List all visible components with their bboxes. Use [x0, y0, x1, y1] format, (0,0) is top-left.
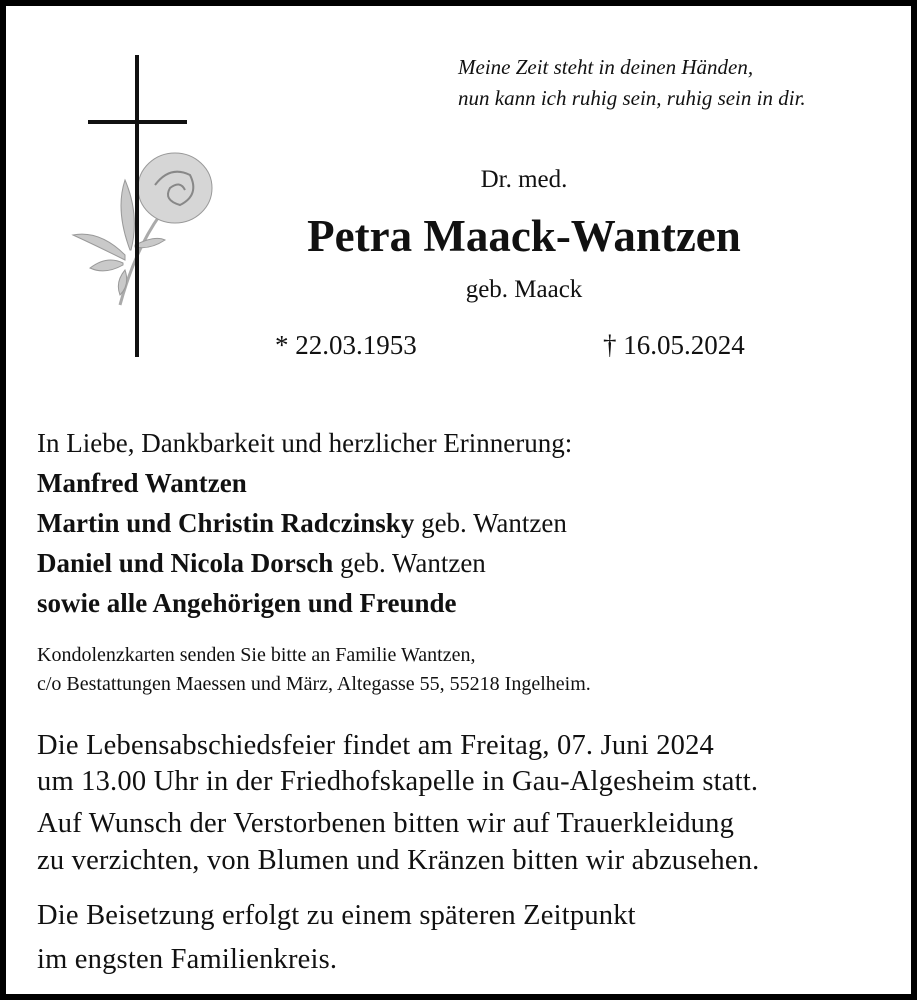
- cross-horizontal: [88, 120, 187, 124]
- quote-line-2: nun kann ich ruhig sein, ruhig sein in dir.: [458, 86, 806, 110]
- birth-date: * 22.03.1953: [275, 330, 417, 360]
- cross-vertical: [135, 55, 139, 357]
- academic-title: Dr. med.: [480, 166, 568, 193]
- condolence-line-1: Kondolenzkarten senden Sie bitte an Familie Wantzen,: [37, 644, 476, 666]
- ceremony-line-3: Auf Wunsch der Verstorbenen bitten wir auf Trauerkleidung: [37, 808, 735, 839]
- death-date: † 16.05.2024: [603, 330, 745, 360]
- mourner-2: [37, 508, 567, 539]
- burial-line-2: im engsten Familienkreis.: [37, 944, 338, 975]
- mourner-2-names: Martin und Christin Radczinsky: [37, 508, 415, 538]
- deceased-name: Petra Maack-Wantzen: [307, 211, 741, 261]
- condolence-line-2: c/o Bestattungen Maessen und März, Altegasse 55, 55218 Ingelheim.: [37, 673, 591, 695]
- ceremony-line-2: um 13.00 Uhr in der Friedhofskapelle in Gau-Algesheim statt.: [37, 766, 759, 797]
- mourner-3: [37, 548, 486, 579]
- cross-with-rose-icon: [65, 50, 225, 360]
- mourner-3-names: Daniel und Nicola Dorsch: [37, 548, 334, 578]
- maiden-name: geb. Maack: [465, 276, 583, 303]
- mourner-2-maiden: geb. Wantzen: [414, 508, 567, 538]
- quote-line-1: Meine Zeit steht in deinen Händen,: [458, 55, 754, 79]
- mourner-1: Manfred Wantzen: [37, 468, 247, 498]
- ceremony-line-4: zu verzichten, von Blumen und Kränzen bitten wir abzusehen.: [37, 845, 760, 876]
- mourner-3-maiden: geb. Wantzen: [333, 548, 486, 578]
- ceremony-line-1: Die Lebensabschiedsfeier findet am Freitag, 07. Juni 2024: [37, 730, 715, 761]
- mourner-4: sowie alle Angehörigen und Freunde: [37, 588, 457, 618]
- burial-line-1: Die Beisetzung erfolgt zu einem späteren Zeitpunkt: [37, 900, 636, 931]
- mourners-intro: In Liebe, Dankbarkeit und herzlicher Erinnerung:: [37, 428, 573, 458]
- rose-icon: [73, 153, 212, 305]
